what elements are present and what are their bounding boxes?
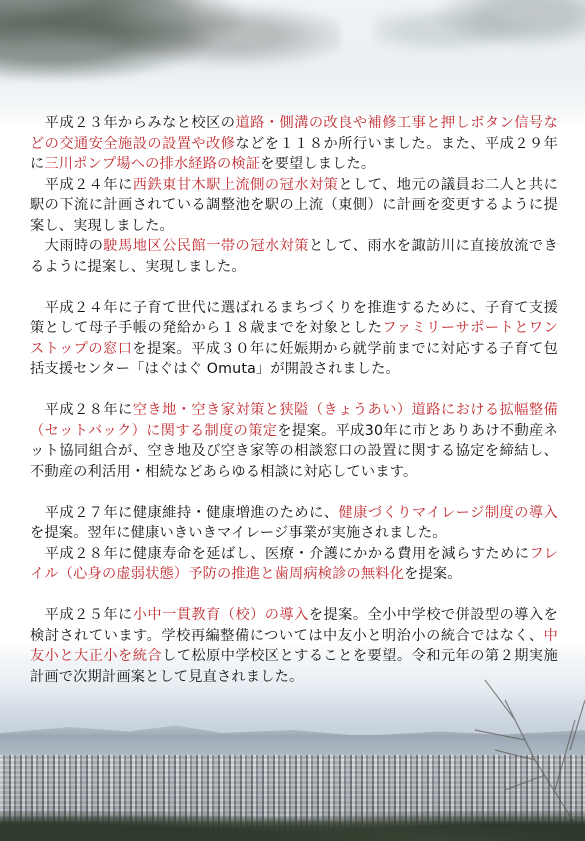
background-trees-bottom bbox=[0, 800, 585, 841]
body-text: として、雨水を諏訪川に直接放流できるように提案し、実現しました。 bbox=[30, 238, 558, 275]
highlighted-text: 健康づくりマイレージ制度の導入 bbox=[338, 504, 559, 521]
text-block bbox=[30, 113, 558, 687]
body-text: 平成２５年に bbox=[30, 607, 133, 623]
paragraph bbox=[30, 298, 558, 380]
highlighted-text: 小中一貫教育（校）の導入 bbox=[132, 607, 309, 623]
body-text: 平成２８年に bbox=[30, 402, 133, 418]
highlighted-text: 三川ポンプ場への排水経路の検証 bbox=[44, 156, 261, 172]
body-text: 平成２７年に健康維持・健康増進のために、 bbox=[30, 504, 339, 521]
body-text: 平成２４年に bbox=[30, 176, 133, 193]
body-text: を提案。平成３０年に妊娠期から就学前までに対応する子育て包括支援センター「はぐはぐ Omuta」が開設されました。 bbox=[30, 340, 558, 377]
highlighted-text: 西鉄東甘木駅上流側の冠水対策 bbox=[132, 176, 339, 193]
body-text: 平成２８年に健康寿命を延ばし、医療・介護にかかる費用を減らすために bbox=[30, 545, 530, 562]
body-text: して松原中学校区とすることを要望。令和元年の第２期実施計画で次期計画案として見直されました。 bbox=[30, 648, 558, 685]
paragraph bbox=[30, 175, 558, 237]
body-text: を提案。 bbox=[404, 566, 462, 582]
background-foliage-top-right bbox=[375, 0, 585, 70]
highlighted-text: フレイル（心身の虚弱状態）予防の推進と歯周病検診の無料化 bbox=[30, 545, 558, 582]
body-text: などを１１８か所行いました。また、平成２９年に bbox=[30, 135, 558, 172]
highlighted-text: ファミリーサポートとワンストップの窓口 bbox=[30, 320, 558, 357]
paragraph bbox=[30, 605, 558, 687]
body-text: を提案。平成30年に市とありあけ不動産ネット協同組合が、空き地及び空き家等の相談窓口の設置に関する協定を締結し、不動産の利活用・相続などあらゆる相談に対応しています。 bbox=[30, 422, 558, 480]
paragraph bbox=[30, 236, 558, 277]
highlighted-text: 中友小と大正小を統合 bbox=[30, 627, 558, 664]
paragraph bbox=[30, 503, 558, 544]
body-text: を提案。全小中学校で併設型の導入を検討されています。学校再編整備については中友小と明治小の統合ではなく、 bbox=[30, 607, 559, 644]
body-text: 平成２３年からみなと校区の bbox=[30, 115, 236, 131]
body-text: 平成２４年に子育て世代に選ばれるまちづくりを推進するために、子育て支援策として母子手帳の発給から１８歳までを対象とした bbox=[30, 299, 558, 336]
body-text: を要望しました。 bbox=[260, 156, 376, 172]
paragraph bbox=[30, 113, 558, 175]
paragraph bbox=[30, 400, 558, 482]
highlighted-text: 道路・側溝の改良や補修工事と押しボタン信号などの交通安全施設の設置や改修 bbox=[30, 115, 558, 152]
highlighted-text: 駛馬地区公民館一帯の冠水対策 bbox=[103, 238, 309, 254]
highlighted-text: 空き地・空き家対策と狭隘（きょうあい）道路における拡幅整備（セットバック）に関する制度の策定 bbox=[30, 402, 558, 439]
background-foliage-top-left bbox=[0, 0, 340, 90]
paragraph bbox=[30, 544, 558, 585]
body-text: 大雨時の bbox=[30, 238, 104, 254]
body-text: を提案。翌年に健康いきいきマイレージ事業が実施されました。 bbox=[30, 525, 447, 541]
body-text: として、地元の議員お二人と共に駅の下流に計画されている調整池を駅の上流（東側）に計画を変更するように提案し、実現しました。 bbox=[30, 176, 558, 234]
